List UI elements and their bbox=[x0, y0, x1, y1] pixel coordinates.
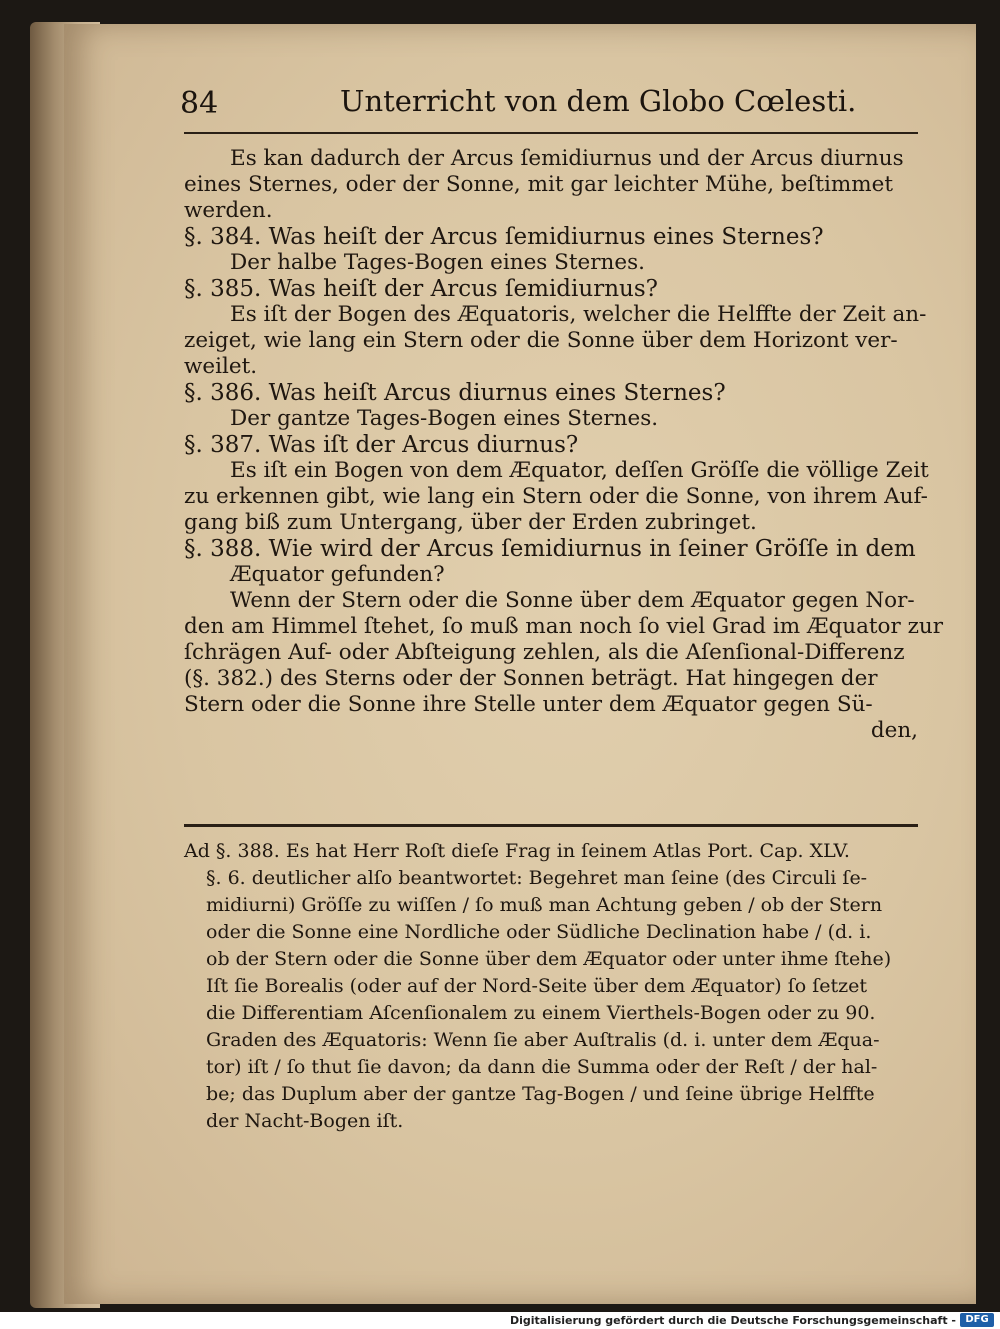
footnote-line: tor) iſt / ſo thut ſie davon; da dann die Summa oder der Reſt / der hal- bbox=[206, 1056, 878, 1078]
footnote-line: midiurni) Gröſſe zu wiſſen / ſo muß man Achtung geben / ob der Stern bbox=[206, 894, 883, 916]
page-header bbox=[180, 84, 920, 128]
footnote-line: der Nacht-Bogen iſt. bbox=[206, 1110, 404, 1132]
body-line: Der halbe Tages-Bogen eines Sternes. bbox=[230, 250, 645, 275]
body-text bbox=[184, 146, 944, 744]
footnote bbox=[184, 838, 924, 1135]
footnote-line: oder die Sonne eine Nordliche oder Südliche Declination habe / (d. i. bbox=[206, 921, 872, 943]
dfg-logo: DFG bbox=[960, 1313, 994, 1327]
body-line: weilet. bbox=[184, 354, 258, 379]
body-line: eines Sternes, oder der Sonne, mit gar leichter Mühe, beſtimmet bbox=[184, 172, 894, 197]
question-line: §. 385. Was heiſt der Arcus ſemidiurnus? bbox=[184, 276, 658, 302]
footnote-rule bbox=[184, 824, 918, 827]
footnote-line: die Differentiam Aſcenſionalem zu einem Vierthels-Bogen oder zu 90. bbox=[206, 1002, 876, 1024]
body-line: Wenn der Stern oder die Sonne über dem Æquator gegen Nor- bbox=[230, 588, 915, 613]
footnote-line: Ad §. 388. Es hat Herr Roſt dieſe Frag in ſeinem Atlas Port. Cap. XLV. bbox=[184, 840, 850, 862]
page-number: 84 bbox=[180, 86, 219, 121]
question-line: §. 386. Was heiſt Arcus diurnus eines Sternes? bbox=[184, 380, 726, 406]
footnote-line: ob der Stern oder die Sonne über dem Æquator oder unter ihme ſtehe) bbox=[206, 948, 892, 970]
body-line: ſchrägen Auf- oder Abſteigung zehlen, als die Aſenſional-Differenz bbox=[184, 640, 905, 665]
body-line: Æquator gefunden? bbox=[230, 562, 445, 587]
body-line: (§. 382.) des Sterns oder der Sonnen beträgt. Hat hingegen der bbox=[184, 666, 878, 691]
question-line: §. 387. Was iſt der Arcus diurnus? bbox=[184, 432, 579, 458]
body-line: den, bbox=[870, 718, 918, 743]
footnote-line: §. 6. deutlicher alſo beantwortet: Begehret man ſeine (des Circuli ſe- bbox=[206, 867, 868, 889]
body-line: Stern oder die Sonne ihre Stelle unter dem Æquator gegen Sü- bbox=[184, 692, 873, 717]
body-line: Es iſt der Bogen des Æquatoris, welcher die Helffte der Zeit an- bbox=[230, 302, 927, 327]
body-line: Es kan dadurch der Arcus ſemidiurnus und der Arcus diurnus bbox=[230, 146, 904, 171]
body-line: den am Himmel ſtehet, ſo muß man noch ſo viel Grad im Æquator zur bbox=[184, 614, 944, 639]
body-line: Es iſt ein Bogen von dem Æquator, deſſen Gröſſe die völlige Zeit bbox=[230, 458, 929, 483]
body-line: zu erkennen gibt, wie lang ein Stern oder die Sonne, von ihrem Auf- bbox=[184, 484, 928, 509]
question-line: §. 384. Was heiſt der Arcus ſemidiurnus eines Sternes? bbox=[184, 224, 824, 250]
header-rule bbox=[184, 132, 918, 134]
body-line: Der gantze Tages-Bogen eines Sternes. bbox=[230, 406, 659, 431]
funding-credit: Digitalisierung gefördert durch die Deutsche Forschungsgemeinschaft - bbox=[509, 1314, 956, 1327]
question-line: §. 388. Wie wird der Arcus ſemidiurnus in ſeiner Gröſſe in dem bbox=[184, 536, 916, 562]
body-line: zeiget, wie lang ein Stern oder die Sonne über dem Horizont ver- bbox=[184, 328, 898, 353]
running-title: Unterricht von dem Globo Cœlesti. bbox=[340, 84, 857, 118]
footnote-line: be; das Duplum aber der gantze Tag-Bogen / und ſeine übrige Helffte bbox=[206, 1083, 875, 1105]
footnote-line: Iſt ſie Borealis (oder auf der Nord-Seite über dem Æquator) ſo ſetzet bbox=[206, 975, 868, 997]
body-line: werden. bbox=[184, 198, 273, 223]
footnote-line: Graden des Æquatoris: Wenn ſie aber Auſtralis (d. i. unter dem Æqua- bbox=[206, 1029, 880, 1051]
body-line: gang biß zum Untergang, über der Erden zubringet. bbox=[184, 510, 757, 535]
